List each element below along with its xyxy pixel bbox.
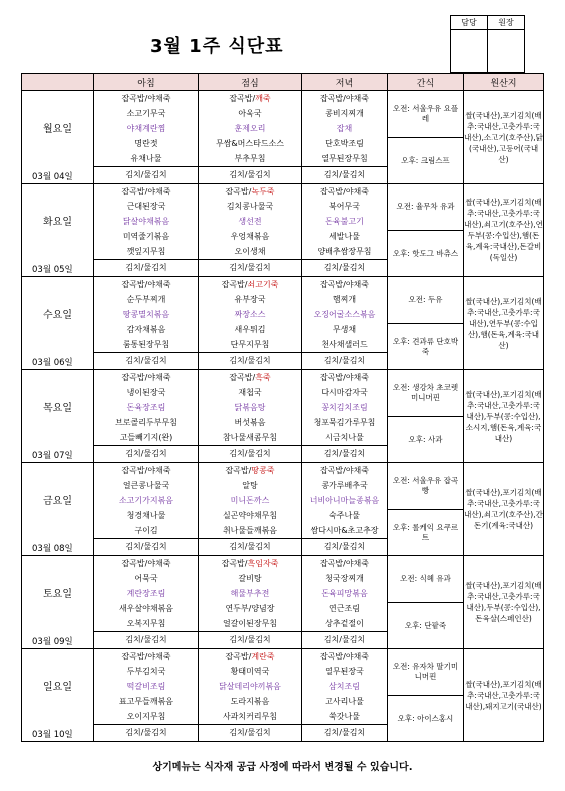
breakfast-dish: 잡곡밥/야채죽	[121, 94, 171, 103]
dinner-dish: 잡곡밥/야채죽	[319, 652, 370, 661]
breakfast-cell	[94, 556, 199, 649]
snack-morning: 오전: 생강차 초코렛미니머핀	[388, 370, 463, 417]
breakfast-dish: 소고기무국	[126, 109, 166, 118]
breakfast-dish: 냉이된장국	[126, 388, 166, 397]
dinner-dish: 북어무국	[329, 202, 360, 211]
lunch-cell	[199, 370, 302, 463]
dinner-dish: 잡곡밥/야채죽	[319, 559, 370, 568]
breakfast-dish: 김치/물김치	[94, 631, 198, 647]
dinner-dish: 고사리나물	[325, 697, 364, 706]
day-row	[22, 463, 544, 556]
dinner-cell	[302, 370, 388, 463]
lunch-main-dish	[199, 556, 301, 571]
lunch-dish: 우엉채볶음	[230, 232, 270, 241]
lunch-dish: 김치/물김치	[199, 259, 301, 275]
dinner-dish: 잡곡밥/야채죽	[319, 466, 370, 475]
lunch-dish: 부추무침	[234, 154, 266, 163]
day-name: 수요일	[43, 309, 72, 321]
lunch-cell	[199, 277, 302, 370]
dinner-cell	[302, 556, 388, 649]
snack-morning: 오전: 두유	[388, 277, 463, 324]
dinner-dish: 열무된장무침	[321, 154, 368, 163]
lunch-main-dish	[199, 463, 301, 478]
snack-cell	[388, 277, 464, 370]
lunch-dish: 알탕	[242, 481, 258, 490]
dinner-dish: 세발나물	[329, 232, 360, 241]
day-name: 월요일	[43, 123, 72, 135]
dinner-cell	[302, 649, 388, 742]
snack-morning: 오전: 서울우유 요플레	[388, 91, 463, 138]
breakfast-dish: 잡곡밥/야채죽	[121, 280, 171, 289]
breakfast-cell	[94, 463, 199, 556]
breakfast-dish: 순두부찌개	[126, 295, 166, 304]
breakfast-cell	[94, 370, 199, 463]
breakfast-dish: 야채계란찜	[126, 124, 166, 133]
lunch-dish: 김치/물김치	[199, 724, 301, 740]
lunch-dish: 김치/물김치	[199, 538, 301, 554]
lunch-dish: 김치/물김치	[199, 352, 301, 368]
day-date: 03월 10일	[32, 730, 73, 740]
day-date: 03월 09일	[32, 637, 73, 647]
breakfast-dish: 잡곡밥/야채죽	[121, 466, 171, 475]
lunch-main-dish	[199, 277, 301, 292]
lunch-dish: 닭볶음탕	[234, 403, 266, 412]
dinner-dish: 돈육피망볶음	[321, 589, 368, 598]
breakfast-dish: 어묵국	[134, 574, 158, 583]
breakfast-dish: 감자채볶음	[126, 325, 166, 334]
day-date: 03월 05일	[32, 265, 73, 275]
breakfast-dish: 김치/물김치	[94, 724, 198, 740]
snack-cell	[388, 91, 464, 184]
day-date: 03월 07일	[32, 451, 73, 461]
breakfast-dish: 얼큰콩나물국	[122, 481, 170, 490]
header-origin: 원산지	[464, 74, 544, 91]
breakfast-dish: 소고기가지볶음	[118, 496, 174, 505]
lunch-rice: 잡곡밥/	[225, 187, 252, 196]
dinner-dish: 콩비지찌개	[325, 109, 364, 118]
lunch-dish: 버섯볶음	[234, 418, 266, 427]
lunch-dish: 실곤약야채무침	[222, 511, 278, 520]
lunch-rice: 잡곡밥/	[229, 94, 256, 103]
snack-afternoon: 오후: 아이스홍시	[397, 713, 454, 723]
dinner-dish: 삼치조림	[329, 682, 360, 691]
snack-cell	[388, 370, 464, 463]
dinner-dish: 잡곡밥/야채죽	[319, 373, 370, 382]
snack-afternoon: 오후: 단팥죽	[404, 620, 447, 630]
origin-cell: 쌀(국내산),포기김치(배추:국내산,고춧가루:국내산),소고기(호주산),닭(국내산),고등어(국내산)	[464, 91, 544, 184]
lunch-dish: 오이생채	[234, 247, 266, 256]
lunch-dish: 재첩국	[238, 388, 262, 397]
snack-morning: 오전: 식혜 유과	[388, 556, 463, 603]
day-row	[22, 556, 544, 649]
header-breakfast: 아침	[94, 74, 199, 91]
snack-afternoon: 오후: 핫도그 바츄스	[392, 248, 459, 258]
lunch-dish: 김치/물김치	[199, 166, 301, 182]
origin-cell: 쌀(국내산),포기김치(배추:국내산,고춧가루:국내산),연두부(콩:수입산),햄(돈육,계육:국내산)	[464, 277, 544, 370]
breakfast-dish: 룸통된장무침	[122, 340, 170, 349]
lunch-dish: 유부장국	[234, 295, 266, 304]
dinner-dish: 너비아니마늘종볶음	[309, 496, 380, 505]
dinner-dish: 김치/물김치	[302, 538, 387, 554]
header-lunch: 점심	[199, 74, 302, 91]
day-row	[22, 184, 544, 277]
day-name: 목요일	[43, 402, 72, 414]
day-name: 화요일	[43, 216, 72, 228]
day-cell	[22, 556, 94, 649]
dinner-dish: 양배추쌈장무침	[317, 247, 372, 256]
day-date: 03월 06일	[32, 358, 73, 368]
dinner-dish: 시금치나물	[325, 433, 364, 442]
breakfast-dish: 오복지무침	[126, 619, 166, 628]
lunch-dish: 황태미역국	[230, 667, 270, 676]
dinner-dish: 청포묵김가루무침	[313, 418, 376, 427]
snack-afternoon: 오후: 견과류 단호박죽	[392, 336, 459, 356]
snack-morning: 오전: 서울우유 잡곡빵	[388, 463, 463, 510]
lunch-dish: 얼갈이된장무침	[222, 619, 278, 628]
header-row	[22, 74, 544, 91]
lunch-dish: 생선전	[238, 217, 262, 226]
lunch-main-dish	[199, 184, 301, 199]
snack-cell	[388, 649, 464, 742]
breakfast-cell	[94, 91, 199, 184]
menu-table	[21, 73, 544, 742]
dinner-dish: 김치/물김치	[302, 352, 387, 368]
lunch-dish: 짜장소스	[234, 310, 266, 319]
origin-cell: 쌀(국내산),포기김치(배추:국내산,고춧가루:국내산),돼지고기(국내산)	[464, 649, 544, 742]
dinner-dish: 김치/물김치	[302, 631, 387, 647]
lunch-main-dish	[199, 649, 301, 664]
lunch-porridge: 땅콩죽	[251, 466, 275, 475]
day-name: 토요일	[43, 588, 72, 600]
lunch-porridge: 녹두죽	[251, 187, 275, 196]
breakfast-dish: 잡곡밥/야채죽	[121, 559, 171, 568]
breakfast-dish: 청경채나물	[126, 511, 166, 520]
lunch-porridge: 흑임자죽	[247, 559, 279, 568]
header-dinner: 저녁	[302, 74, 388, 91]
lunch-dish: 무쌈&머스타드소스	[215, 139, 285, 148]
dinner-dish: 열무된장국	[325, 667, 364, 676]
breakfast-dish: 계란장조림	[126, 589, 166, 598]
lunch-porridge: 깨죽	[255, 94, 271, 103]
snack-cell	[388, 463, 464, 556]
dinner-cell	[302, 463, 388, 556]
approval-sign-manager[interactable]	[451, 30, 488, 73]
dinner-dish: 다시마감자국	[321, 388, 368, 397]
breakfast-dish: 고들빼기지(완)	[119, 433, 173, 442]
day-row	[22, 91, 544, 184]
lunch-porridge: 쇠고기죽	[247, 280, 279, 289]
breakfast-dish: 김치/물김치	[94, 445, 198, 461]
lunch-dish: 새우튀김	[234, 325, 266, 334]
day-date: 03월 04일	[32, 172, 73, 182]
dinner-dish: 꽁치김치조림	[321, 403, 368, 412]
dinner-dish: 연근조림	[329, 604, 360, 613]
lunch-dish: 해물부추전	[230, 589, 270, 598]
breakfast-dish: 잡곡밥/야채죽	[121, 652, 171, 661]
breakfast-dish: 닭살야채볶음	[122, 217, 170, 226]
breakfast-dish: 유채나물	[130, 154, 162, 163]
lunch-cell	[199, 463, 302, 556]
lunch-rice: 잡곡밥/	[229, 373, 256, 382]
menu-body	[22, 91, 544, 742]
dinner-dish: 무생채	[332, 325, 357, 334]
lunch-dish: 미니돈까스	[230, 496, 270, 505]
lunch-dish: 김치콩나물국	[226, 202, 274, 211]
dinner-dish: 숙주나물	[329, 511, 360, 520]
breakfast-dish: 잡곡밥/야채죽	[121, 187, 171, 196]
lunch-cell	[199, 91, 302, 184]
breakfast-cell	[94, 277, 199, 370]
lunch-dish: 도라지볶음	[230, 697, 270, 706]
header-snack: 간식	[388, 74, 464, 91]
lunch-rice: 잡곡밥/	[225, 652, 252, 661]
snack-morning: 오전: 유자차 딸기미니머핀	[388, 649, 463, 696]
dinner-dish: 오징어굴소스볶음	[313, 310, 376, 319]
day-row	[22, 649, 544, 742]
lunch-dish: 훈제오리	[234, 124, 266, 133]
breakfast-dish: 깻잎지무침	[126, 247, 166, 256]
dinner-dish: 천사채샐러드	[321, 340, 368, 349]
dinner-dish: 잡채	[336, 124, 353, 133]
breakfast-dish: 김치/물김치	[94, 352, 198, 368]
dinner-dish: 돈육불고기	[325, 217, 364, 226]
origin-cell: 쌀(국내산),포기김치(배추:국내산,고춧가루:국내산),쇠고기(호주산),연두부(콩:수입산),햄(돈육,계육:국내산),돈갈비(독일산)	[464, 184, 544, 277]
breakfast-dish: 김치/물김치	[94, 538, 198, 554]
dinner-dish: 청국장찌개	[325, 574, 364, 583]
page-title: 3월 1주 식단표	[150, 36, 284, 57]
lunch-dish: 김치/물김치	[199, 631, 301, 647]
snack-cell	[388, 184, 464, 277]
breakfast-dish: 땅콩멸치볶음	[122, 310, 170, 319]
lunch-main-dish	[199, 91, 301, 106]
breakfast-dish: 떡갈비조림	[126, 682, 166, 691]
lunch-porridge: 계란죽	[251, 652, 275, 661]
day-name: 일요일	[43, 681, 72, 693]
breakfast-dish: 표고무들깨볶음	[118, 697, 174, 706]
snack-afternoon: 오후: 사과	[408, 434, 443, 444]
dinner-dish: 잡곡밥/야채죽	[319, 280, 370, 289]
footer-notice: 상기메뉴는 식자재 공급 사정에 따라서 변경될 수 있습니다.	[152, 762, 413, 773]
dinner-dish: 김치/물김치	[302, 445, 387, 461]
day-cell	[22, 370, 94, 463]
lunch-cell	[199, 649, 302, 742]
lunch-main-dish	[199, 370, 301, 385]
dinner-dish: 김치/물김치	[302, 259, 387, 275]
dinner-dish: 쑥갓나물	[329, 712, 360, 721]
day-row	[22, 277, 544, 370]
breakfast-dish: 두부김치국	[126, 667, 166, 676]
dinner-dish: 상추겉절이	[325, 619, 364, 628]
breakfast-dish: 돈육장조림	[126, 403, 166, 412]
day-name: 금요일	[43, 495, 72, 507]
lunch-dish: 취나물들깨볶음	[222, 526, 278, 535]
lunch-dish: 참나물새콤무침	[222, 433, 278, 442]
dinner-cell	[302, 277, 388, 370]
breakfast-cell	[94, 184, 199, 277]
day-date: 03월 08일	[32, 544, 73, 554]
lunch-porridge: 흑죽	[255, 373, 271, 382]
dinner-dish: 콩가루배추국	[321, 481, 368, 490]
lunch-dish: 닭살데리야끼볶음	[219, 682, 281, 691]
breakfast-dish: 명란젓	[134, 139, 158, 148]
dinner-dish: 쌈다시마&초고추장	[310, 526, 379, 535]
origin-cell: 쌀(국내산),포기김치(배추:국내산,고춧가루:국내산),두부(콩:수입산),소시지,햄(돈육,계육:국내산)	[464, 370, 544, 463]
approval-header-director: 원장	[488, 16, 525, 30]
lunch-dish: 단무지무침	[230, 340, 270, 349]
dinner-dish: 김치/물김치	[302, 724, 387, 740]
day-cell	[22, 649, 94, 742]
approval-sign-director[interactable]	[488, 30, 525, 73]
breakfast-dish: 구이김	[134, 526, 158, 535]
dinner-dish: 햄찌개	[332, 295, 357, 304]
header-day-column	[22, 74, 94, 91]
lunch-dish: 사과치커리무침	[222, 712, 278, 721]
breakfast-dish: 미역줄기볶음	[122, 232, 170, 241]
breakfast-cell	[94, 649, 199, 742]
lunch-rice: 잡곡밥/	[225, 466, 252, 475]
day-cell	[22, 184, 94, 277]
snack-afternoon: 오후: 롤케익 요쿠르트	[392, 522, 459, 542]
dinner-cell	[302, 91, 388, 184]
lunch-cell	[199, 184, 302, 277]
breakfast-dish: 김치/물김치	[94, 166, 198, 182]
dinner-dish: 단호박조림	[325, 139, 364, 148]
breakfast-dish: 오이지무침	[126, 712, 166, 721]
dinner-dish: 잡곡밥/야채죽	[319, 187, 370, 196]
origin-cell: 쌀(국내산),포기김치(배추:국내산,고춧가루:국내산),두부(콩:수입산),돈육살(스페인산)	[464, 556, 544, 649]
day-cell	[22, 463, 94, 556]
breakfast-dish: 김치/물김치	[94, 259, 198, 275]
breakfast-dish: 근대된장국	[126, 202, 166, 211]
snack-morning: 오전: 율무차 유과	[388, 184, 463, 231]
breakfast-dish: 새우살야채볶음	[118, 604, 174, 613]
day-cell	[22, 91, 94, 184]
snack-cell	[388, 556, 464, 649]
lunch-cell	[199, 556, 302, 649]
origin-cell: 쌀(국내산),포기김치(배추:국내산,고춧가루:국내산),쇠고기(호주산),간돈기(계육:국내산)	[464, 463, 544, 556]
day-cell	[22, 277, 94, 370]
day-row	[22, 370, 544, 463]
lunch-dish: 김치/물김치	[199, 445, 301, 461]
approval-box	[450, 15, 525, 73]
dinner-dish: 김치/물김치	[302, 166, 387, 182]
dinner-cell	[302, 184, 388, 277]
lunch-dish: 연두부/양념장	[225, 604, 275, 613]
approval-header-manager: 담당	[451, 16, 488, 30]
lunch-rice: 잡곡밥/	[221, 559, 248, 568]
lunch-dish: 갈비탕	[238, 574, 262, 583]
lunch-rice: 잡곡밥/	[221, 280, 248, 289]
lunch-dish: 아욱국	[238, 109, 262, 118]
breakfast-dish: 브로콜리두부무침	[115, 418, 177, 427]
dinner-dish: 잡곡밥/야채죽	[319, 94, 370, 103]
snack-afternoon: 오후: 크림스프	[401, 155, 450, 165]
breakfast-dish: 잡곡밥/야채죽	[121, 373, 171, 382]
